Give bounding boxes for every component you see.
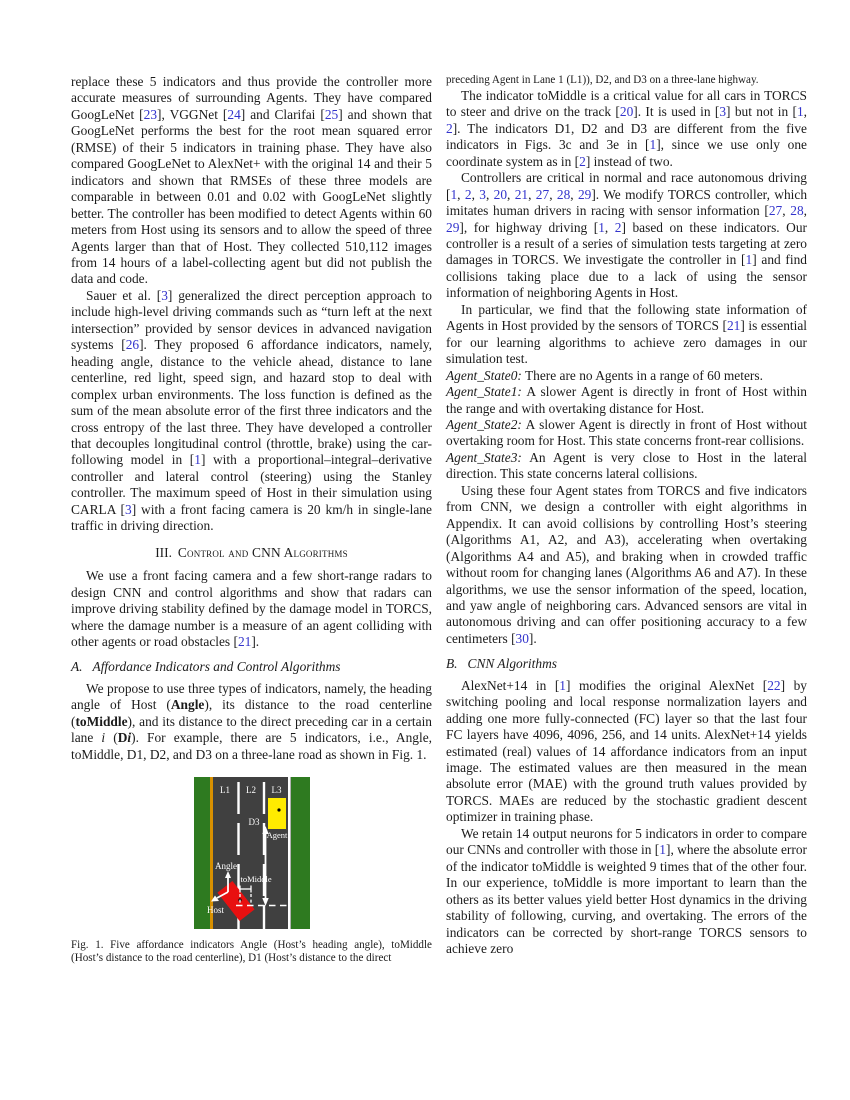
right-column <box>446 74 807 957</box>
text-run: , <box>604 219 615 235</box>
citation-link[interactable]: 21 <box>237 633 252 649</box>
text-run: An Agent is very close to Host in the lateral direction. This state concerns lateral collisions. <box>446 449 807 482</box>
citation-link[interactable]: 21 <box>514 186 529 202</box>
state-definition <box>446 384 807 417</box>
text-run: , <box>528 186 536 202</box>
citation-link[interactable]: 28 <box>556 186 571 202</box>
text-run: ). For example, there are 5 indicators, i.e., Angle, toMiddle, D1, D2, and D3 on a three-lane road as shown in Fig. 1. <box>71 730 432 762</box>
text-run: toMiddle <box>75 713 128 729</box>
text-run: , <box>507 186 515 202</box>
text-run: ] by switching pooling and local response normalization layers and adding one more fully-connected (FC) layer so that the last four FC layers have 4096, 4096, 256, and 14 units. AlexNet+14 yields estimated (real) values of 14 affordance indicators from an input image. The estimated values are then measured in the mean absolute error (MAE) with the ground truth values provided by TORCS. MAEs are reduced by the stochastic gradient descent optimizer in training phase. <box>446 677 807 825</box>
agent-center-dot <box>277 809 280 812</box>
agent-label: Agent <box>266 830 287 841</box>
text-run: ], VGGNet [ <box>157 106 228 122</box>
text-run: , <box>485 186 494 202</box>
text-run: ], where the absolute error of the indicator toMiddle is weighted 9 times that of the other four. In our experience, toMiddle is more important to learn than the others as its better values yield better Host dynamics in the driving stability of following, curving, and overtaking. The errors of the indicators can be corrected by short-range TORCS sensors to achieve zero <box>446 842 807 957</box>
citation-link[interactable]: 1 <box>559 677 566 693</box>
text-run: ( <box>105 730 118 746</box>
road-diagram <box>194 777 310 929</box>
citation-link[interactable]: 1 <box>598 219 605 235</box>
right-column-text <box>446 74 807 957</box>
citation-link[interactable]: 3 <box>719 104 727 120</box>
text-run: ]. <box>528 630 537 646</box>
paragraph <box>446 302 807 368</box>
text-run: ] with a front facing camera is 20 km/h in single-lane traffic in driving direction. <box>71 501 432 534</box>
citation-link[interactable]: 20 <box>493 186 508 202</box>
citation-link[interactable]: 27 <box>535 186 550 202</box>
paragraph <box>71 288 432 535</box>
text-run: ], since we use only one coordinate system as in [ <box>446 137 807 169</box>
text-run: Fig. 1. Five affordance indicators Angle (Host’s heading angle), toMiddle (Host’s distance to the road centerline), D1 (Host’s distance to the direct <box>71 938 432 965</box>
text-run: ] and shown that GoogLeNet performs the best for the root mean squared error (RMSE) of their 5 indicators in training phase. They have also compared GoogLeNet to AlexNet+ with the original 14 and their 5 indicators and shown that RMSEs of these three models are comparable in between 0.01 and 0.02 with GoogLeNet slightly better. The controller has been modified to detect Agents within 60 meters from Host using its sensors and to allow the speed of three Agents larger than that of Host. They collected 510,112 images from 14 hours of a label-collecting agent but did not publish the data and code. <box>71 106 432 287</box>
text-run: ]. We modify TORCS controller, which imitates human drivers in racing with sensor information [ <box>446 186 808 219</box>
text-run: There are no Agents in a range of 60 meters. <box>521 367 763 383</box>
citation-link[interactable]: 20 <box>619 104 634 120</box>
agent-car <box>268 798 286 829</box>
paragraph <box>71 568 432 650</box>
citation-link[interactable]: 2 <box>446 120 453 136</box>
lane-label-l2: L2 <box>245 785 256 796</box>
citation-link[interactable]: 30 <box>515 630 529 646</box>
text-run: ] is essential for our learning algorithms to achieve zero damages in our simulation test. <box>446 318 808 367</box>
text-run: , <box>549 186 557 202</box>
text-run: ], for highway driving [ <box>459 219 599 235</box>
text-run: Controllers are critical in normal and race autonomous driving [ <box>446 170 807 202</box>
citation-link[interactable]: 1 <box>745 252 753 268</box>
text-run: , <box>782 203 791 219</box>
citation-link[interactable]: 2 <box>579 153 586 169</box>
text-run: ] based on these indicators. Our controller is a result of a series of simulation tests targeting at zero damages in TORCS. We investigate the controller in [ <box>446 219 807 268</box>
text-run: ]. The indicators D1, D2 and D3 are different from the five indicators in Figs. 3c and 3e in [ <box>446 120 807 153</box>
d3-label: D3 <box>248 817 259 828</box>
citation-link[interactable]: 1 <box>649 137 657 153</box>
lane-label-l3: L3 <box>271 785 281 796</box>
citation-link[interactable]: 28 <box>790 203 804 219</box>
angle-label: Angle <box>214 861 237 872</box>
text-run: Using these four Agent states from TORCS and five indicators from CNN, we design a controller with eight algorithms in Appendix. It can avoid collisions by controlling Host’s steering (Algorithms A1, A2, and A3), accelerating when overtaking (Algorithms A4 and A5), and braking when in crowded traffic without room for changing lanes (Algorithms A6 and A7). In these algorithms, we use the sensor information of the speed, location, and yaw angle of neighboring cars. Advanced sensors are vital in autonomous driving and can offer positioning accuracy to a few centimeters [ <box>446 482 807 646</box>
state-definition <box>446 450 807 483</box>
text-run: Agent_State2: <box>446 416 522 432</box>
text-run: ] modifies the original AlexNet [ <box>566 677 768 693</box>
text-run: Agent_State0: <box>446 367 522 383</box>
text-run: Agent_State1: <box>446 384 522 400</box>
text-run: A slower Agent is directly in front of Host without overtaking room for Host. This state concerns front-rear collisions. <box>446 416 807 449</box>
paragraph <box>71 681 432 763</box>
citation-link[interactable]: 26 <box>125 337 140 353</box>
text-run: replace these 5 indicators and thus provide the controller more accurate measures of surrounding Agents. They have compared GoogLeNet [ <box>71 74 432 122</box>
paragraph <box>446 678 807 826</box>
citation-link[interactable]: 21 <box>726 318 741 334</box>
text-run: The indicator toMiddle is a critical value for all cars in TORCS to steer and drive on the track [ <box>446 87 807 120</box>
citation-link[interactable]: 1 <box>194 452 201 468</box>
citation-link[interactable]: 1 <box>450 186 458 202</box>
subsection-heading: B. CNN Algorithms <box>446 656 557 672</box>
text-run: Angle <box>170 697 205 713</box>
figure-1 <box>194 777 310 933</box>
host-label: Host <box>206 905 224 916</box>
text-run: ]. It is used in [ <box>633 104 720 120</box>
text-run: ), its distance to the road centerline ( <box>71 697 432 729</box>
citation-link[interactable]: 3 <box>479 186 486 202</box>
paragraph <box>71 74 432 288</box>
subsection-heading: A. Affordance Indicators and Control Algorithms <box>71 659 341 675</box>
grass-right <box>291 777 310 929</box>
text-run: , <box>570 186 578 202</box>
figure-caption <box>71 939 432 967</box>
paragraph <box>446 483 807 648</box>
figure-caption-text <box>71 939 432 967</box>
text-run: i <box>127 730 132 746</box>
left-column-text <box>71 74 432 763</box>
citation-link[interactable]: 22 <box>767 677 781 693</box>
text-run: We retain 14 output neurons for 5 indicators in order to compare our CNNs and controller with those in [ <box>446 825 807 858</box>
text-run: ), and its distance to the direct preceding car in a certain lane <box>71 713 432 746</box>
text-run: Agent_State3: <box>446 449 522 465</box>
text-run: ] with a proportional–integral–derivative controller and lateral control (steering) using the Stanley controller. The maximum speed of Host in their simulation using CARLA [ <box>71 452 432 517</box>
citation-link[interactable]: 1 <box>796 104 804 120</box>
citation-link[interactable]: 2 <box>464 186 472 202</box>
text-run: D <box>117 730 128 746</box>
left-column <box>71 74 432 966</box>
citation-link[interactable]: 24 <box>227 106 241 122</box>
text-run: ]. <box>251 633 260 649</box>
citation-link[interactable]: 27 <box>768 203 783 219</box>
figure-caption-continuation <box>446 74 807 88</box>
text-run: We use a front facing camera and a few short-range radars to design CNN and control algorithms and show that radars can improve driving stability defined by the damage model in TORCS, where the damage number is a measure of an agent colliding with other agents or road obstacles [ <box>71 568 432 649</box>
text-run: , <box>803 104 808 120</box>
text-run: We propose to use three types of indicators, namely, the heading angle of Host ( <box>71 680 432 713</box>
tomiddle-label: toMiddle <box>240 874 272 885</box>
paragraph <box>446 826 807 958</box>
text-run: , <box>471 186 480 202</box>
section-heading: III. Control and CNN Algorithms <box>155 544 348 560</box>
citation-link[interactable]: 3 <box>125 501 132 517</box>
state-definition <box>446 368 807 384</box>
text-run: , <box>457 186 465 202</box>
text-run: ] but not in [ <box>726 104 797 120</box>
citation-link[interactable]: 2 <box>614 219 622 235</box>
text-run: Sauer et al. [ <box>86 287 162 303</box>
text-run: , <box>803 203 807 219</box>
paragraph <box>446 170 807 302</box>
text-run: i <box>101 730 106 746</box>
citation-link[interactable]: 1 <box>659 842 666 858</box>
paragraph <box>446 88 807 170</box>
citation-link[interactable]: 3 <box>161 287 168 303</box>
text-run: ] and Clarifai [ <box>240 106 325 122</box>
citation-link[interactable]: 25 <box>324 106 339 122</box>
citation-link[interactable]: 23 <box>143 106 158 122</box>
text-run: AlexNet+14 in [ <box>461 677 560 693</box>
citation-link[interactable]: 29 <box>577 186 592 202</box>
text-run: In particular, we find that the following state information of Agents in Host provided by the sensors of TORCS [ <box>446 301 807 334</box>
lane-label-l1: L1 <box>219 785 230 796</box>
text-run: ] and find collisions taking place due to a lack of using the sensor information of neighboring Agents in Host. <box>446 252 807 301</box>
citation-link[interactable]: 29 <box>446 219 460 235</box>
text-run: preceding Agent in Lane 1 (L1)), D2, and D3 on a three-lane highway. <box>446 74 759 86</box>
text-run: ]. They proposed 6 affordance indicators, namely, heading angle, distance to the vehicle ahead, distance to lane centerline, red light, speed sign, and hazard stop to deal with complex urban environments. The loss function is defined as the sum of the mean absolute error of the first three indicators and the cross entropy of the last three. They have developed a controller that decouples longitudinal control (throttle, brake) using the car-following model in [ <box>71 337 432 468</box>
road-edge-line-right <box>288 777 291 929</box>
state-definition <box>446 417 807 450</box>
text-run: ] instead of two. <box>585 153 673 169</box>
text-run: ] generalized the direct perception approach to include high-level driving commands such as “turn left at the next intersection” provided by sensor devices in advanced navigation systems [ <box>71 287 432 353</box>
text-run: A slower Agent is directly in front of Host within the range and with overtaking distance for Host. <box>446 384 807 416</box>
